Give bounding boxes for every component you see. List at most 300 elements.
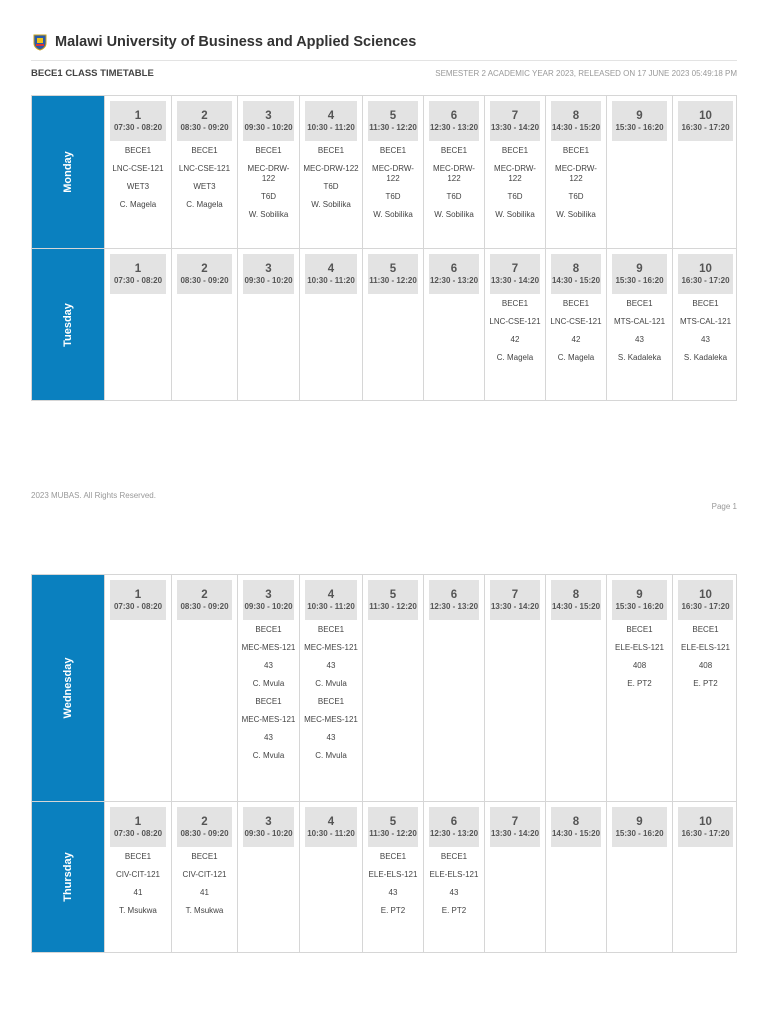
class-detail: E. PT2 [441,906,467,915]
class-detail: T6D [260,192,277,201]
class-detail: 43 [264,661,273,670]
timetable-cell [362,575,423,801]
class-detail: 41 [200,888,209,897]
period-number: 5 [389,110,397,122]
timetable-cell [237,96,299,248]
period-time: 07:30 - 08:20 [113,123,163,132]
period-number: 8 [572,110,580,122]
class-details [238,847,299,852]
period-header [490,807,540,847]
class-detail: LNC-CSE-121 [112,164,164,173]
timetable-cell [237,802,299,952]
period-number: 4 [327,263,335,275]
period-number: 1 [134,816,142,828]
class-details [300,294,362,299]
class-detail: MTS-CAL-121 [613,317,666,326]
period-number: 1 [134,263,142,275]
class-detail: WET3 [126,182,150,191]
class-detail: ELE-ELS-121 [681,643,730,652]
period-number: 4 [327,110,335,122]
class-detail: ELE-ELS-121 [368,870,418,879]
class-detail: 408 [632,661,647,670]
class-details [172,294,237,299]
period-header [490,254,540,294]
class-detail: BECE1 [501,299,529,308]
class-detail: C. Magela [557,353,595,362]
timetable-cell [606,802,672,952]
period-header [110,807,166,847]
timetable-cell [423,802,484,952]
timetable-cell [104,575,171,801]
period-header [490,580,540,620]
period-time: 09:30 - 10:20 [244,276,293,285]
timetable-cell [104,802,171,952]
period-header [429,101,479,141]
class-detail: BECE1 [501,146,529,155]
timetable-cell [484,96,545,248]
class-detail: MEC-DRW-122 [555,164,597,183]
class-detail: BECE1 [562,146,590,155]
class-details [363,620,423,625]
period-number: 9 [636,816,643,828]
class-detail: MEC-DRW-122 [372,164,414,183]
day-label [32,96,104,248]
period-time: 15:30 - 16:20 [615,276,664,285]
timetable-cell [362,96,423,248]
class-detail: BECE1 [626,625,653,634]
timetable-cell [672,96,738,248]
period-header [243,807,294,847]
period-header [368,101,418,141]
class-details [546,141,606,220]
class-details [238,141,299,220]
period-time: 12:30 - 13:20 [429,276,479,285]
class-detail: W. Sobilika [373,210,413,219]
class-detail: BECE1 [317,146,345,155]
class-details [673,620,738,689]
timetable-cell [606,249,672,400]
period-number: 3 [265,263,272,275]
timetable-cell [672,802,738,952]
period-header [110,101,166,141]
period-time: 11:30 - 12:20 [369,276,417,285]
period-number: 9 [636,110,643,122]
class-details [424,847,484,916]
class-detail: CIV-CIT-121 [115,870,160,879]
university-name: Malawi University of Business and Applied Sciences [55,34,417,50]
class-detail: 41 [133,888,143,897]
timetable-cell [545,802,606,952]
period-time: 11:30 - 12:20 [369,829,417,838]
class-detail: W. Sobilika [495,210,535,219]
class-detail: BECE1 [692,625,719,634]
timetable-section-2 [31,574,737,953]
period-number: 6 [450,110,458,122]
class-detail: S. Kadaleka [683,353,728,362]
day-name: Wednesday [62,657,74,719]
period-time: 12:30 - 13:20 [429,829,479,838]
class-detail: 43 [635,335,644,344]
period-header [490,101,540,141]
period-header [429,807,479,847]
class-detail: C. Mvula [252,751,285,760]
period-number: 4 [327,589,335,601]
class-detail: BECE1 [255,625,282,634]
class-detail: W. Sobilika [311,200,351,209]
class-details [424,294,484,299]
class-detail: LNC-CSE-121 [178,164,231,173]
period-header [305,580,357,620]
class-detail: MTS-CAL-121 [679,317,732,326]
class-details [238,620,299,761]
class-detail: BECE1 [317,625,345,634]
class-details [673,141,738,146]
class-details [300,620,362,761]
period-header [429,580,479,620]
class-detail: WET3 [193,182,216,191]
day-label [32,249,104,400]
timetable-cell [484,802,545,952]
period-number: 2 [201,589,208,601]
timetable-cell [672,575,738,801]
day-row [32,575,736,801]
copyright: 2023 MUBAS. All Rights Reserved. [31,491,156,500]
period-header [678,807,733,847]
period-number: 10 [699,263,712,275]
period-time: 16:30 - 17:20 [681,829,730,838]
class-detail: LNC-CSE-121 [489,317,541,326]
class-details [105,294,171,299]
period-header [305,807,357,847]
period-number: 2 [201,263,208,275]
class-detail: MEC-MES-121 [304,715,358,724]
period-header [678,580,733,620]
period-time: 13:30 - 14:20 [490,276,540,285]
class-detail: BECE1 [626,299,653,308]
period-number: 1 [134,110,142,122]
period-header [243,254,294,294]
timetable-cell [237,575,299,801]
period-time: 15:30 - 16:20 [615,602,664,611]
timetable-cell [484,249,545,400]
period-header [305,254,357,294]
class-detail: C. Magela [186,200,223,209]
period-number: 7 [511,110,519,122]
class-detail: BECE1 [317,697,345,706]
class-details [238,294,299,299]
period-time: 14:30 - 15:20 [551,602,601,611]
class-details [546,847,606,852]
day-row [32,96,736,248]
timetable-cell [299,249,362,400]
period-header [551,254,601,294]
class-detail: MEC-MES-121 [304,643,358,652]
period-time: 15:30 - 16:20 [615,829,664,838]
class-detail: 43 [326,733,336,742]
period-header [177,580,232,620]
class-detail: BECE1 [191,852,218,861]
class-detail: E. PT2 [693,679,718,688]
period-time: 07:30 - 08:20 [113,829,163,838]
class-details [485,294,545,363]
class-details [607,620,672,689]
class-detail: BECE1 [191,146,218,155]
period-header [551,580,601,620]
crest-icon [33,33,47,51]
class-detail: C. Magela [119,200,157,209]
class-details [172,847,237,916]
period-time: 10:30 - 11:20 [307,123,355,132]
period-header [177,101,232,141]
class-detail: 42 [571,335,581,344]
period-header [612,254,667,294]
period-time: 10:30 - 11:20 [307,829,355,838]
timetable-cell [423,575,484,801]
period-number: 5 [389,816,397,828]
timetable-cell [545,249,606,400]
class-detail: W. Sobilika [434,210,474,219]
class-details [105,141,171,210]
class-details [363,294,423,299]
class-detail: C. Mvula [315,679,347,688]
timetable-cell [299,575,362,801]
class-detail: W. Sobilika [556,210,596,219]
period-number: 4 [327,816,335,828]
class-detail: 42 [510,335,520,344]
class-detail: MEC-DRW-122 [433,164,475,183]
period-header [110,254,166,294]
period-number: 7 [511,263,519,275]
period-number: 6 [450,263,458,275]
class-detail: T6D [446,192,462,201]
period-time: 08:30 - 09:20 [180,276,229,285]
class-details [485,141,545,220]
period-time: 15:30 - 16:20 [615,123,664,132]
semester-info: SEMESTER 2 ACADEMIC YEAR 2023, RELEASED ON 17 JUNE 2023 05:49:18 PM [435,69,737,78]
class-details [105,847,171,916]
timetable-section-1 [31,95,737,401]
class-detail: 43 [388,888,398,897]
period-number: 3 [265,816,272,828]
period-header [612,807,667,847]
timetable-cell [299,96,362,248]
period-header [429,254,479,294]
period-number: 3 [265,589,272,601]
period-number: 9 [636,263,643,275]
class-details [673,294,738,363]
period-header [551,101,601,141]
period-header [305,101,357,141]
period-header [243,101,294,141]
period-header [551,807,601,847]
period-number: 10 [699,110,712,122]
class-detail: W. Sobilika [248,210,289,219]
period-number: 6 [450,816,458,828]
class-detail: 43 [449,888,459,897]
period-number: 1 [134,589,142,601]
class-detail: T6D [323,182,339,191]
period-time: 14:30 - 15:20 [551,123,601,132]
period-header [110,580,166,620]
period-header [678,101,733,141]
class-detail: BECE1 [379,146,407,155]
class-details [172,141,237,210]
class-detail: BECE1 [379,852,407,861]
period-time: 09:30 - 10:20 [244,829,293,838]
period-time: 13:30 - 14:20 [490,123,540,132]
period-header [368,807,418,847]
timetable-title: BECE1 CLASS TIMETABLE [31,68,154,79]
day-name: Thursday [62,852,74,902]
period-time: 14:30 - 15:20 [551,276,601,285]
period-header [612,101,667,141]
class-detail: BECE1 [440,852,468,861]
period-number: 5 [389,589,397,601]
timetable-cell [237,249,299,400]
timetable-cell [171,575,237,801]
class-detail: BECE1 [255,146,282,155]
period-number: 5 [389,263,397,275]
timetable-cell [672,249,738,400]
period-number: 6 [450,589,458,601]
class-detail: ELE-ELS-121 [429,870,479,879]
class-detail: T. Msukwa [119,906,157,915]
class-detail: BECE1 [692,299,719,308]
period-time: 09:30 - 10:20 [244,602,293,611]
timetable-cell [545,575,606,801]
period-header [368,254,418,294]
period-time: 12:30 - 13:20 [429,602,479,611]
timetable-cell [171,249,237,400]
period-time: 16:30 - 17:20 [681,123,730,132]
class-details [546,294,606,363]
period-number: 2 [201,816,208,828]
class-details [424,141,484,220]
class-detail: C. Mvula [252,679,285,688]
period-header [612,580,667,620]
period-time: 13:30 - 14:20 [490,829,540,838]
period-time: 13:30 - 14:20 [490,602,540,611]
class-details [546,620,606,625]
class-detail: BECE1 [255,697,282,706]
page-number: Page 1 [711,502,737,511]
period-number: 8 [572,589,580,601]
class-detail: 408 [698,661,713,670]
class-details [300,847,362,852]
class-details [172,620,237,625]
period-header [368,580,418,620]
class-details [363,141,423,220]
period-number: 10 [699,589,712,601]
period-number: 2 [201,110,208,122]
period-time: 14:30 - 15:20 [551,829,601,838]
period-number: 3 [265,110,272,122]
timetable-cell [423,96,484,248]
timetable-cell [545,96,606,248]
class-detail: BECE1 [124,852,152,861]
class-detail: BECE1 [124,146,152,155]
period-number: 9 [636,589,643,601]
day-label [32,575,104,801]
period-header [243,580,294,620]
class-detail: 43 [264,733,273,742]
period-time: 08:30 - 09:20 [180,829,229,838]
timetable-cell [171,96,237,248]
period-number: 8 [572,263,580,275]
class-detail: CIV-CIT-121 [182,870,227,879]
class-details [363,847,423,916]
class-detail: BECE1 [562,299,590,308]
period-time: 09:30 - 10:20 [244,123,293,132]
period-time: 08:30 - 09:20 [180,123,229,132]
timetable-cell [171,802,237,952]
period-time: 16:30 - 17:20 [681,276,730,285]
period-number: 8 [572,816,580,828]
page-header [31,30,737,61]
period-number: 7 [511,589,519,601]
class-detail: MEC-DRW-122 [303,164,359,173]
class-detail: C. Magela [496,353,534,362]
class-details [485,620,545,625]
period-time: 16:30 - 17:20 [681,602,730,611]
timetable-cell [362,802,423,952]
class-detail: T6D [568,192,584,201]
class-detail: BECE1 [440,146,468,155]
class-detail: MEC-MES-121 [241,715,296,724]
class-details [607,847,672,852]
timetable-cell [299,802,362,952]
day-name: Monday [62,151,74,193]
class-detail: S. Kadaleka [617,353,662,362]
day-name: Tuesday [62,302,74,347]
timetable-cell [606,96,672,248]
class-detail: T6D [385,192,401,201]
period-time: 08:30 - 09:20 [180,602,229,611]
class-detail: LNC-CSE-121 [550,317,602,326]
period-time: 10:30 - 11:20 [307,602,355,611]
class-details [485,847,545,852]
timetable-cell [104,96,171,248]
period-time: 07:30 - 08:20 [113,602,163,611]
timetable-cell [104,249,171,400]
day-row [32,801,736,952]
day-label [32,802,104,952]
timetable-cell [423,249,484,400]
class-detail: T6D [507,192,523,201]
class-details [607,141,672,146]
period-time: 11:30 - 12:20 [369,602,417,611]
period-header [177,254,232,294]
period-time: 07:30 - 08:20 [113,276,163,285]
class-detail: C. Mvula [315,751,347,760]
class-detail: E. PT2 [627,679,652,688]
class-details [607,294,672,363]
timetable-cell [606,575,672,801]
class-details [105,620,171,625]
class-detail: 43 [326,661,336,670]
timetable-cell [362,249,423,400]
class-details [300,141,362,210]
period-time: 10:30 - 11:20 [307,276,355,285]
period-header [678,254,733,294]
class-details [673,847,738,852]
class-detail: 43 [701,335,710,344]
period-time: 11:30 - 12:20 [369,123,417,132]
class-detail: ELE-ELS-121 [615,643,664,652]
period-time: 12:30 - 13:20 [429,123,479,132]
class-detail: E. PT2 [380,906,406,915]
class-details [424,620,484,625]
